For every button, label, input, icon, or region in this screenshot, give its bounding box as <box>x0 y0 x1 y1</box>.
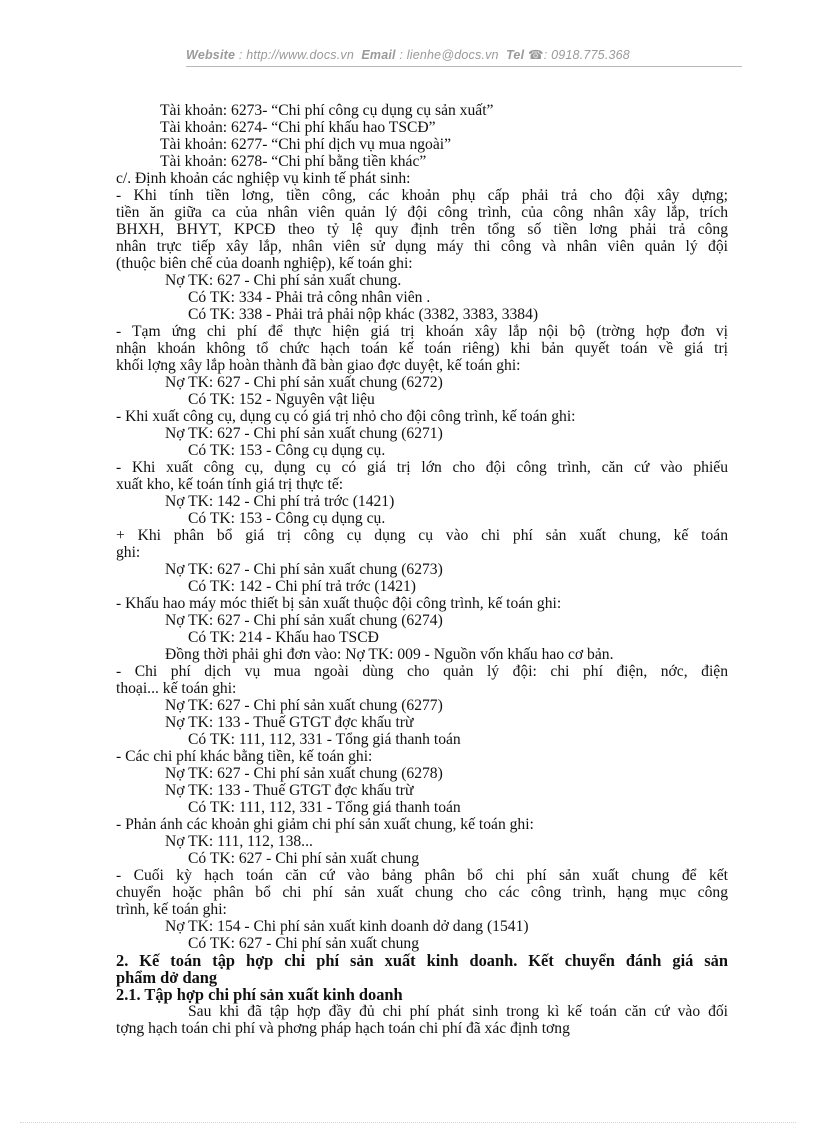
website-label: Website <box>186 48 236 62</box>
page-header <box>0 47 816 62</box>
text-line: tợng hạch toán chi phí và phơng pháp hạch toán chi phí đã xác định tơng <box>116 1020 570 1037</box>
text-line: - Khi xuất công cụ, dụng cụ có giá trị lớn cho đội công trình, căn cứ vào phiếu <box>116 459 728 476</box>
text-line: Có TK: 627 - Chi phí sản xuất chung <box>188 850 420 867</box>
text-line: Có TK: 214 - Khấu hao TSCĐ <box>188 629 379 646</box>
text-line: Nợ TK: 111, 112, 138... <box>165 833 313 850</box>
text-line: Nợ TK: 627 - Chi phí sản xuất chung (6274) <box>165 612 443 629</box>
text-line: Có TK: 111, 112, 331 - Tổng giá thanh toán <box>188 799 461 816</box>
text-line: - Khi xuất công cụ, dụng cụ có giá trị nhỏ cho đội công trình, kế toán ghi: <box>116 408 576 425</box>
text-line: tiền ăn giữa ca của nhân viên quản lý đội công trình, của công nhân xây lắp, trích <box>116 204 728 221</box>
text-line: khối lợng xây lắp hoàn thành đã bàn giao đợc duyệt, kế toán ghi: <box>116 357 521 374</box>
text-line: - Khấu hao máy móc thiết bị sản xuất thuộc đội công trình, kế toán ghi: <box>116 595 562 612</box>
text-line: Tài khoản: 6273- “Chi phí công cụ dụng cụ sản xuất” <box>160 102 494 119</box>
text-line: Nợ TK: 154 - Chi phí sản xuất kinh doanh dở dang (1541) <box>165 918 529 935</box>
text-line: ghi: <box>116 544 141 561</box>
text-line: Tài khoản: 6274- “Chi phí khấu hao TSCĐ” <box>160 119 436 136</box>
text-line: Có TK: 338 - Phải trả phải nộp khác (3382, 3383, 3384) <box>188 306 539 323</box>
text-line: Đồng thời phải ghi đơn vào: Nợ TK: 009 - Nguồn vốn khấu hao cơ bản. <box>165 646 614 663</box>
text-line: Có TK: 142 - Chi phí trả trớc (1421) <box>188 578 416 595</box>
text-line: BHXH, BHYT, KPCĐ theo tỷ lệ quy định trên tổng số tiền lơng phải trả công <box>116 221 728 238</box>
text-line: Nợ TK: 133 - Thuế GTGT đợc khấu trừ <box>165 782 414 799</box>
text-line: Nợ TK: 627 - Chi phí sản xuất chung (6271) <box>165 425 443 442</box>
text-line: trình, kế toán ghi: <box>116 901 227 918</box>
text-line: Có TK: 153 - Công cụ dụng cụ. <box>188 442 386 459</box>
text-line: Có TK: 153 - Công cụ dụng cụ. <box>188 510 386 527</box>
text-line: nhận khoán không tổ chức hạch toán kế toán riêng) khi bản quyết toán về giá trị <box>116 340 728 357</box>
text-line: chuyển hoặc phân bổ chi phí sản xuất chung cho các công trình, hạng mục công <box>116 884 728 901</box>
text-line: Có TK: 152 - Nguyên vật liệu <box>188 391 375 408</box>
text-line: - Khi tính tiền lơng, tiền công, các khoản phụ cấp phải trả cho đội xây dựng; <box>116 187 728 204</box>
text-line: xuất kho, kế toán tính giá trị thực tế: <box>116 476 344 493</box>
text-line: Sau khi đã tập hợp đầy đủ chi phí phát sinh trong kì kế toán căn cứ vào đối <box>188 1003 728 1020</box>
text-line: Tài khoản: 6278- “Chi phí bằng tiền khác” <box>160 153 427 170</box>
text-line: - Phản ánh các khoản ghi giảm chi phí sản xuất chung, kế toán ghi: <box>116 816 534 833</box>
text-line: - Cuối kỳ hạch toán căn cứ vào bảng phân bổ chi phí sản xuất chung để kết <box>116 867 728 884</box>
text-line: Nợ TK: 627 - Chi phí sản xuất chung (6278) <box>165 765 443 782</box>
text-line: Tài khoản: 6277- “Chi phí dịch vụ mua ngoài” <box>160 136 452 153</box>
email-value: : lienhe@docs.vn <box>399 48 499 62</box>
text-line: Có TK: 334 - Phải trả công nhân viên . <box>188 289 431 306</box>
text-line: nhân trực tiếp xây lắp, nhân viên sử dụng máy thi công và nhân viên quản lý đội <box>116 238 728 255</box>
document-body <box>116 102 728 1037</box>
text-line: Nợ TK: 627 - Chi phí sản xuất chung. <box>165 272 402 289</box>
text-line: Nợ TK: 142 - Chi phí trả trớc (1421) <box>165 493 395 510</box>
text-line: Nợ TK: 133 - Thuế GTGT đợc khấu trừ <box>165 714 414 731</box>
text-line: c/. Định khoản các nghiệp vụ kinh tế phát sinh: <box>116 170 411 187</box>
text-line: Nợ TK: 627 - Chi phí sản xuất chung (6273) <box>165 561 443 578</box>
text-line: Nợ TK: 627 - Chi phí sản xuất chung (6272) <box>165 374 443 391</box>
tel-label: Tel <box>506 48 525 62</box>
text-line: - Chi phí dịch vụ mua ngoài dùng cho quản lý đội: chi phí điện, nớc, điện <box>116 663 728 680</box>
phone-icon: ☎ <box>527 48 544 62</box>
text-line: thoại... kế toán ghi: <box>116 680 237 697</box>
text-line: Có TK: 627 - Chi phí sản xuất chung <box>188 935 420 952</box>
text-line: (thuộc biên chế của doanh nghiệp), kế toán ghi: <box>116 255 413 272</box>
header-divider <box>186 66 742 67</box>
text-line: Có TK: 111, 112, 331 - Tổng giá thanh toán <box>188 731 461 748</box>
email-label: Email <box>361 48 396 62</box>
text-line: Nợ TK: 627 - Chi phí sản xuất chung (6277) <box>165 697 443 714</box>
text-line: - Các chi phí khác bằng tiền, kế toán ghi: <box>116 748 373 765</box>
website-value: : http://www.docs.vn <box>238 48 355 62</box>
tel-value: : 0918.775.368 <box>543 48 630 62</box>
text-line: - Tạm ứng chi phí để thực hiện giá trị khoán xây lắp nội bộ (trờng hợp đơn vị <box>116 323 728 340</box>
section-heading: 2. Kế toán tập hợp chi phí sản xuất kinh doanh. Kết chuyển đánh giá sản <box>116 951 728 970</box>
section-heading: 2.1. Tập hợp chi phí sản xuất kinh doanh <box>116 985 403 1004</box>
text-line: + Khi phân bổ giá trị công cụ dụng cụ vào chi phí sản xuất chung, kế toán <box>116 527 728 544</box>
section-heading: phẩm dở dang <box>116 968 218 987</box>
